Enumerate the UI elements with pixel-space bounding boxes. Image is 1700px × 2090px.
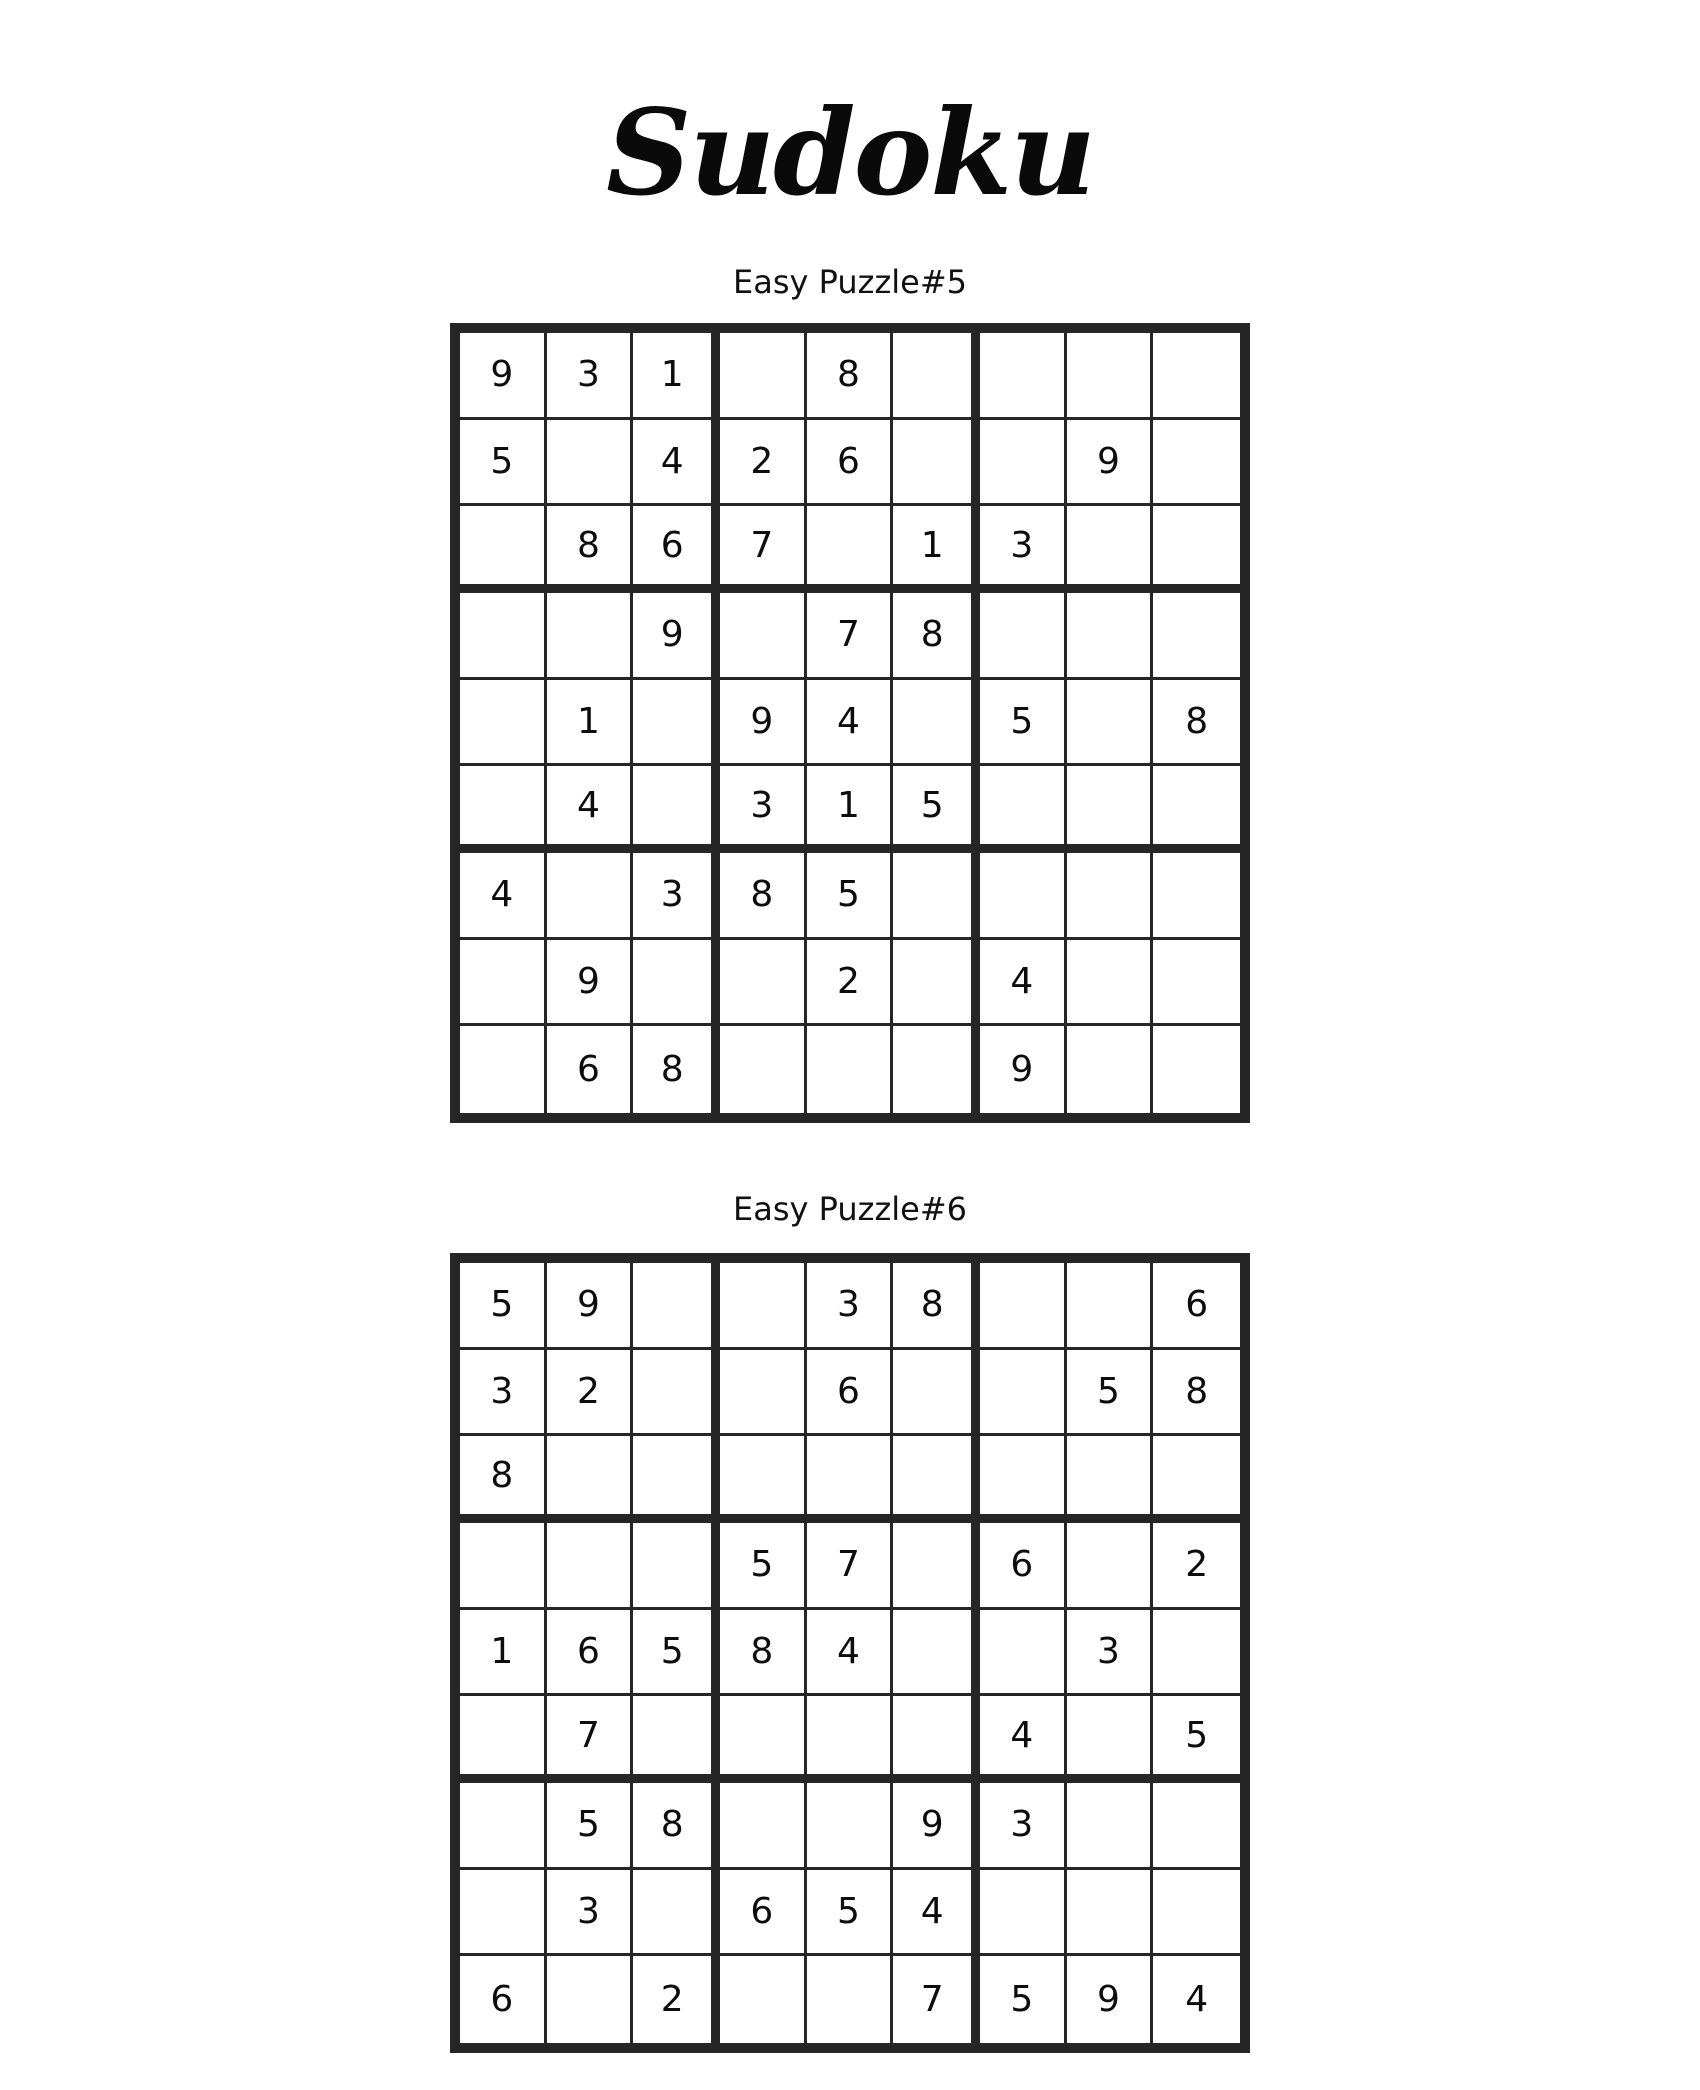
sudoku-cell[interactable] (807, 1696, 894, 1783)
sudoku-cell[interactable] (893, 333, 980, 420)
sudoku-cell[interactable] (547, 853, 634, 940)
sudoku-cell[interactable]: 5 (547, 1783, 634, 1870)
sudoku-cell[interactable]: 5 (807, 853, 894, 940)
sudoku-cell[interactable]: 5 (1153, 1696, 1240, 1783)
sudoku-cell[interactable] (633, 940, 720, 1027)
sudoku-cell[interactable] (720, 1026, 807, 1113)
sudoku-cell[interactable]: 5 (893, 766, 980, 853)
sudoku-cell[interactable]: 9 (460, 333, 547, 420)
sudoku-cell[interactable]: 5 (1067, 1350, 1154, 1437)
sudoku-cell[interactable] (460, 506, 547, 593)
sudoku-cell[interactable] (633, 1870, 720, 1957)
sudoku-cell[interactable] (1153, 420, 1240, 507)
sudoku-cell[interactable]: 4 (547, 766, 634, 853)
sudoku-cell[interactable]: 5 (807, 1870, 894, 1957)
sudoku-cell[interactable] (1153, 853, 1240, 940)
sudoku-cell[interactable]: 5 (980, 1956, 1067, 2043)
sudoku-cell[interactable] (893, 1026, 980, 1113)
sudoku-cell[interactable] (807, 1436, 894, 1523)
sudoku-cell[interactable] (547, 420, 634, 507)
sudoku-cell[interactable]: 2 (1153, 1523, 1240, 1610)
sudoku-cell[interactable] (807, 506, 894, 593)
sudoku-cell[interactable]: 8 (547, 506, 634, 593)
sudoku-cell[interactable] (460, 940, 547, 1027)
sudoku-cell[interactable]: 6 (980, 1523, 1067, 1610)
sudoku-cell[interactable] (720, 1956, 807, 2043)
sudoku-cell[interactable]: 9 (720, 680, 807, 767)
sudoku-grid-6 (450, 1253, 1250, 2053)
sudoku-cell[interactable] (1067, 766, 1154, 853)
sudoku-cell[interactable]: 9 (893, 1783, 980, 1870)
sudoku-cell[interactable]: 9 (980, 1026, 1067, 1113)
sudoku-cell[interactable] (807, 1956, 894, 2043)
sudoku-cell[interactable] (1153, 506, 1240, 593)
sudoku-cell[interactable] (1067, 1870, 1154, 1957)
sudoku-cell[interactable]: 7 (807, 593, 894, 680)
sudoku-cell[interactable]: 3 (980, 506, 1067, 593)
sudoku-cell[interactable]: 8 (720, 853, 807, 940)
sudoku-cell[interactable]: 8 (1153, 1350, 1240, 1437)
sudoku-cell[interactable] (460, 680, 547, 767)
sudoku-cell[interactable]: 1 (893, 506, 980, 593)
sudoku-cell[interactable]: 4 (893, 1870, 980, 1957)
sudoku-cell[interactable] (547, 1436, 634, 1523)
sudoku-cell[interactable]: 1 (547, 680, 634, 767)
sudoku-grid-5 (450, 323, 1250, 1123)
sudoku-cell[interactable]: 6 (1153, 1263, 1240, 1350)
sudoku-cell[interactable]: 8 (893, 593, 980, 680)
sudoku-cell[interactable] (720, 1263, 807, 1350)
sudoku-cell[interactable]: 5 (460, 420, 547, 507)
sudoku-cell[interactable] (720, 593, 807, 680)
sudoku-cell[interactable] (1067, 506, 1154, 593)
sudoku-cell[interactable] (1067, 1026, 1154, 1113)
sudoku-cell[interactable]: 4 (460, 853, 547, 940)
sudoku-cell[interactable] (893, 853, 980, 940)
sudoku-cell[interactable]: 1 (633, 333, 720, 420)
sudoku-cell[interactable]: 8 (460, 1436, 547, 1523)
sudoku-cell[interactable]: 9 (547, 1263, 634, 1350)
sudoku-cell[interactable] (1153, 593, 1240, 680)
sudoku-cell[interactable]: 3 (460, 1350, 547, 1437)
sudoku-cell[interactable] (460, 593, 547, 680)
sudoku-cell[interactable] (1067, 593, 1154, 680)
sudoku-cell[interactable] (1067, 853, 1154, 940)
sudoku-cell[interactable]: 1 (460, 1610, 547, 1697)
sudoku-cell[interactable] (1067, 1263, 1154, 1350)
sudoku-cell[interactable]: 3 (980, 1783, 1067, 1870)
sudoku-cell[interactable] (980, 420, 1067, 507)
sudoku-cell[interactable] (1067, 1783, 1154, 1870)
sudoku-cell[interactable] (633, 1696, 720, 1783)
sudoku-cell[interactable] (1067, 680, 1154, 767)
sudoku-cell[interactable]: 8 (633, 1783, 720, 1870)
sudoku-cell[interactable]: 8 (1153, 680, 1240, 767)
sudoku-cell[interactable] (893, 940, 980, 1027)
sudoku-cell[interactable] (633, 1350, 720, 1437)
sudoku-cell[interactable] (980, 1870, 1067, 1957)
sudoku-cell[interactable] (893, 1696, 980, 1783)
sudoku-cell[interactable] (633, 1436, 720, 1523)
sudoku-cell[interactable]: 2 (807, 940, 894, 1027)
sudoku-cell[interactable]: 4 (807, 680, 894, 767)
sudoku-cell[interactable]: 4 (807, 1610, 894, 1697)
sudoku-cell[interactable] (980, 853, 1067, 940)
sudoku-cell[interactable]: 3 (1067, 1610, 1154, 1697)
sudoku-cell[interactable]: 7 (720, 506, 807, 593)
sudoku-cell[interactable]: 5 (980, 680, 1067, 767)
sudoku-cell[interactable] (720, 1436, 807, 1523)
sudoku-cell[interactable] (1153, 1783, 1240, 1870)
sudoku-cell[interactable] (1153, 1870, 1240, 1957)
sudoku-cell[interactable] (547, 1956, 634, 2043)
sudoku-cell[interactable] (807, 1783, 894, 1870)
sudoku-cell[interactable] (980, 1610, 1067, 1697)
sudoku-cell[interactable]: 2 (720, 420, 807, 507)
sudoku-cell[interactable] (720, 1696, 807, 1783)
sudoku-cell[interactable] (460, 1870, 547, 1957)
puzzle-title-6: Easy Puzzle#6 (733, 1190, 967, 1228)
sudoku-cell[interactable] (1153, 766, 1240, 853)
sudoku-cell[interactable]: 9 (1067, 420, 1154, 507)
puzzle-title-5: Easy Puzzle#5 (733, 263, 967, 301)
sudoku-cell[interactable] (633, 680, 720, 767)
sudoku-cell[interactable] (460, 1696, 547, 1783)
sudoku-cell[interactable] (893, 420, 980, 507)
sudoku-cell[interactable] (633, 1523, 720, 1610)
sudoku-cell[interactable]: 7 (547, 1696, 634, 1783)
sudoku-cell[interactable] (1153, 1610, 1240, 1697)
sudoku-cell[interactable]: 8 (807, 333, 894, 420)
sudoku-cell[interactable]: 2 (633, 1956, 720, 2043)
sudoku-cell[interactable] (807, 1026, 894, 1113)
sudoku-cell[interactable] (547, 593, 634, 680)
sudoku-cell[interactable] (893, 1436, 980, 1523)
sudoku-cell[interactable] (893, 1523, 980, 1610)
sudoku-cell[interactable]: 1 (807, 766, 894, 853)
sudoku-cell[interactable]: 8 (720, 1610, 807, 1697)
sudoku-cell[interactable]: 6 (720, 1870, 807, 1957)
sudoku-cell[interactable]: 4 (1185, 1979, 1209, 2021)
sudoku-cell[interactable]: 9 (1067, 1956, 1154, 2043)
sudoku-cell[interactable]: 7 (807, 1523, 894, 1610)
page-title: Sudoku (606, 83, 1094, 222)
sudoku-cell[interactable] (460, 766, 547, 853)
sudoku-cell[interactable] (460, 1523, 547, 1610)
sudoku-cell[interactable] (980, 593, 1067, 680)
sudoku-cell[interactable] (893, 680, 980, 767)
sudoku-cell[interactable] (633, 1263, 720, 1350)
sudoku-cell[interactable] (1153, 1436, 1240, 1523)
sudoku-cell[interactable]: 6 (460, 1956, 547, 2043)
sudoku-cell[interactable] (720, 333, 807, 420)
sudoku-cell[interactable]: 9 (633, 593, 720, 680)
sudoku-cell[interactable] (633, 766, 720, 853)
sudoku-cell[interactable] (1153, 333, 1240, 420)
sudoku-cell[interactable]: 5 (720, 1523, 807, 1610)
sudoku-cell[interactable] (980, 1436, 1067, 1523)
sudoku-cell[interactable] (720, 1350, 807, 1437)
sudoku-cell[interactable] (720, 940, 807, 1027)
sudoku-cell[interactable]: 3 (547, 1870, 634, 1957)
sudoku-cell[interactable]: 2 (547, 1350, 634, 1437)
sudoku-cell[interactable]: 6 (547, 1610, 634, 1697)
sudoku-cell[interactable]: 4 (980, 1696, 1067, 1783)
sudoku-cell[interactable]: 6 (633, 506, 720, 593)
sudoku-cell[interactable]: 4 (980, 940, 1067, 1027)
sudoku-cell[interactable] (1067, 1436, 1154, 1523)
sudoku-cell[interactable] (1153, 1026, 1240, 1113)
sudoku-cell[interactable]: 3 (807, 1263, 894, 1350)
sudoku-cell[interactable] (1067, 940, 1154, 1027)
sudoku-cell[interactable]: 6 (807, 1350, 894, 1437)
sudoku-cell[interactable] (893, 1610, 980, 1697)
sudoku-cell[interactable] (893, 1350, 980, 1437)
sudoku-cell[interactable]: 8 (633, 1026, 720, 1113)
sudoku-cell[interactable] (980, 333, 1067, 420)
sudoku-cell[interactable]: 7 (893, 1956, 980, 2043)
sudoku-cell[interactable]: 4 (633, 420, 720, 507)
sudoku-cell[interactable]: 5 (633, 1610, 720, 1697)
sudoku-cell[interactable] (460, 1783, 547, 1870)
sudoku-cell[interactable] (1153, 940, 1240, 1027)
sudoku-cell[interactable] (1067, 1523, 1154, 1610)
sudoku-cell[interactable] (980, 1350, 1067, 1437)
sudoku-cell[interactable]: 3 (633, 853, 720, 940)
sudoku-cell[interactable]: 3 (547, 333, 634, 420)
sudoku-cell[interactable] (1067, 1696, 1154, 1783)
sudoku-cell[interactable] (980, 766, 1067, 853)
sudoku-cell[interactable]: 5 (460, 1263, 547, 1350)
sudoku-cell[interactable]: 3 (720, 766, 807, 853)
sudoku-cell[interactable]: 9 (547, 940, 634, 1027)
sudoku-cell[interactable] (547, 1523, 634, 1610)
sudoku-cell[interactable]: 6 (547, 1026, 634, 1113)
sudoku-cell[interactable] (980, 1263, 1067, 1350)
sudoku-cell[interactable] (720, 1783, 807, 1870)
sudoku-cell[interactable] (1067, 333, 1154, 420)
sudoku-cell[interactable]: 6 (807, 420, 894, 507)
sudoku-cell[interactable] (460, 1026, 547, 1113)
sudoku-cell[interactable]: 8 (893, 1263, 980, 1350)
